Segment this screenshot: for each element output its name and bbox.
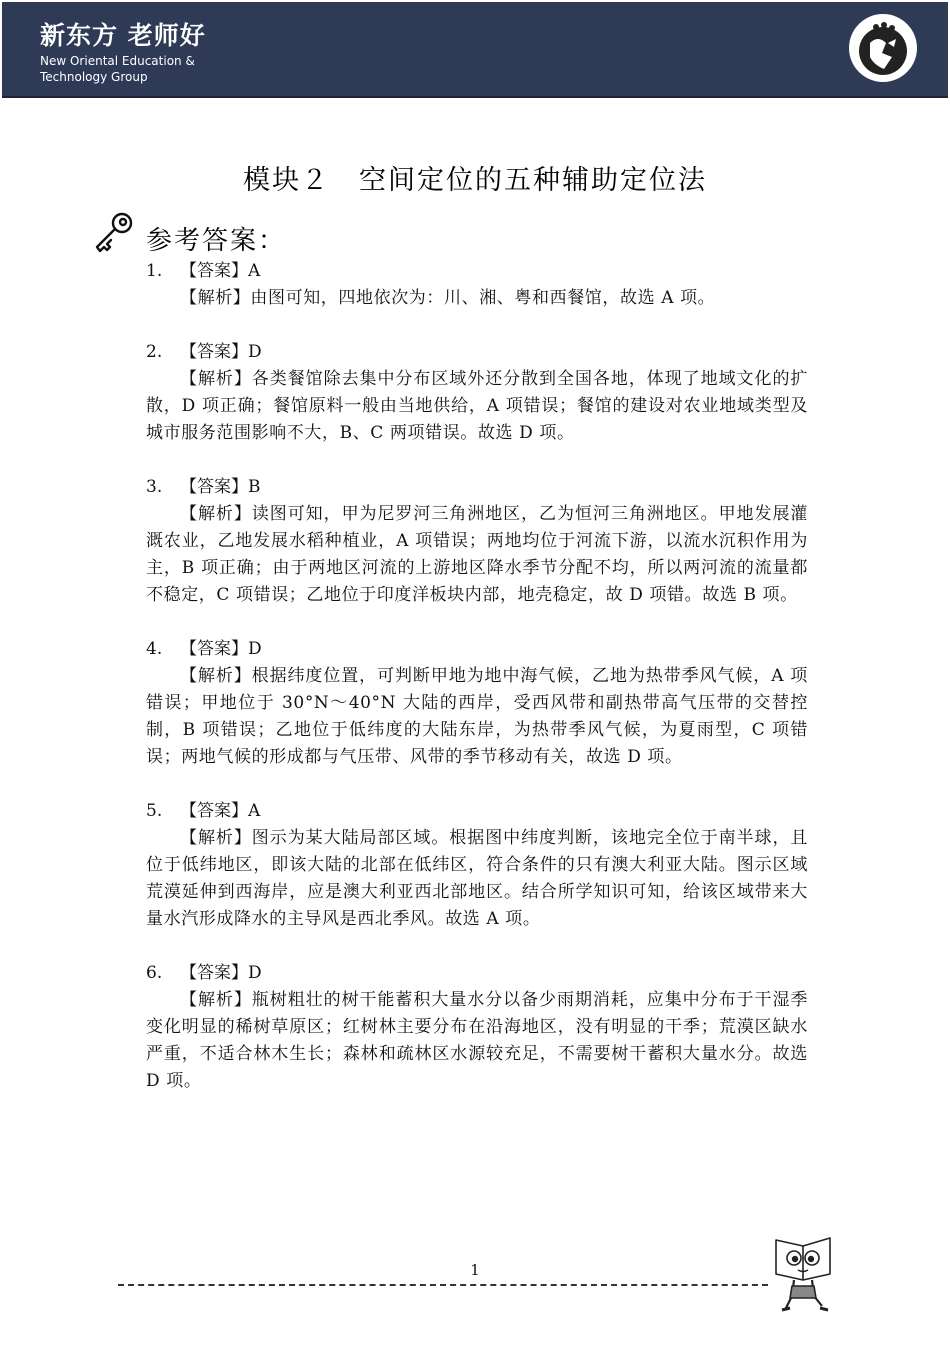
explanation: 【解析】各类餐馆除去集中分布区域外还分散到全国各地，体现了地域文化的扩散，D 项正确；餐馆原料一般由当地供给，A 项错误；餐馆的建设对农业地域类型及城市服务范围影响不大，B、C 两项错误。故选 D 项。	[146, 369, 808, 443]
question-number: 5.	[146, 801, 163, 821]
brand-name-en: New Oriental Education & Technology Group	[40, 54, 195, 84]
question-number: 6.	[146, 963, 163, 983]
explanation: 【解析】根据纬度位置，可判断甲地为地中海气候，乙地为热带季风气候，A 项错误；甲地位于 30°N～40°N 大陆的西岸，受西风带和副热带高气压带的交替控制，B 项错误；乙地位于低纬度的大陆东岸，为热带季风气候，为夏雨型，C 项错误；两地气候的形成都与气压带、风带的季节移动有关，故选 D 项。	[146, 666, 808, 767]
answer-label: 【答案】B	[180, 477, 261, 497]
question-number: 4.	[146, 639, 163, 659]
page-header	[2, 2, 948, 98]
answers-list	[146, 258, 808, 1122]
page-number: 1	[470, 1261, 480, 1279]
answers-heading: 参考答案：	[146, 226, 287, 256]
page-title: 模块２ 空间定位的五种辅助定位法	[243, 165, 707, 196]
answer-label: 【答案】D	[180, 963, 262, 983]
answer-label: 【答案】A	[180, 801, 261, 821]
answer-item-2	[146, 339, 808, 447]
question-number: 3.	[146, 477, 163, 497]
answer-label: 【答案】A	[180, 261, 261, 281]
answer-item-6	[146, 960, 808, 1095]
question-number: 2.	[146, 342, 163, 362]
answer-label: 【答案】D	[180, 342, 262, 362]
explanation: 【解析】由图可知，四地依次为：川、湘、粤和西餐馆，故选 A 项。	[180, 288, 716, 308]
answer-label: 【答案】D	[180, 639, 262, 659]
mascot-reading-icon	[770, 1234, 836, 1316]
brand-name-cn: 新东方 老师好	[40, 21, 206, 50]
answer-item-4	[146, 636, 808, 771]
answer-item-1	[146, 258, 808, 312]
footer-dashed-divider	[118, 1284, 768, 1286]
explanation: 【解析】读图可知，甲为尼罗河三角洲地区，乙为恒河三角洲地区。甲地发展灌溉农业，乙地发展水稻种植业，A 项错误；两地均位于河流下游，以流水沉积作用为主，B 项正确；由于两地区河流的上游地区降水季节分配不均，所以两河流的流量都不稳定，C 项错误；乙地位于印度洋板块内部，地壳稳定，故 D 项错。故选 B 项。	[146, 504, 808, 605]
answer-item-5	[146, 798, 808, 933]
question-number: 1.	[146, 261, 163, 281]
answer-item-3	[146, 474, 808, 609]
brand-logo-icon	[848, 13, 918, 83]
explanation: 【解析】瓶树粗壮的树干能蓄积大量水分以备少雨期消耗，应集中分布于干湿季变化明显的稀树草原区；红树林主要分布在沿海地区，没有明显的干季；荒漠区缺水严重，不适合林木生长；森林和疏林区水源较充足，不需要树干蓄积大量水分。故选 D 项。	[146, 990, 808, 1091]
explanation: 【解析】图示为某大陆局部区域。根据图中纬度判断，该地完全位于南半球，且位于低纬地区，即该大陆的北部在低纬区，符合条件的只有澳大利亚大陆。图示区域荒漠延伸到西海岸，应是澳大利亚西北部地区。结合所学知识可知，给该区域带来大量水汽形成降水的主导风是西北季风。故选 A 项。	[146, 828, 808, 929]
key-icon	[92, 210, 136, 254]
